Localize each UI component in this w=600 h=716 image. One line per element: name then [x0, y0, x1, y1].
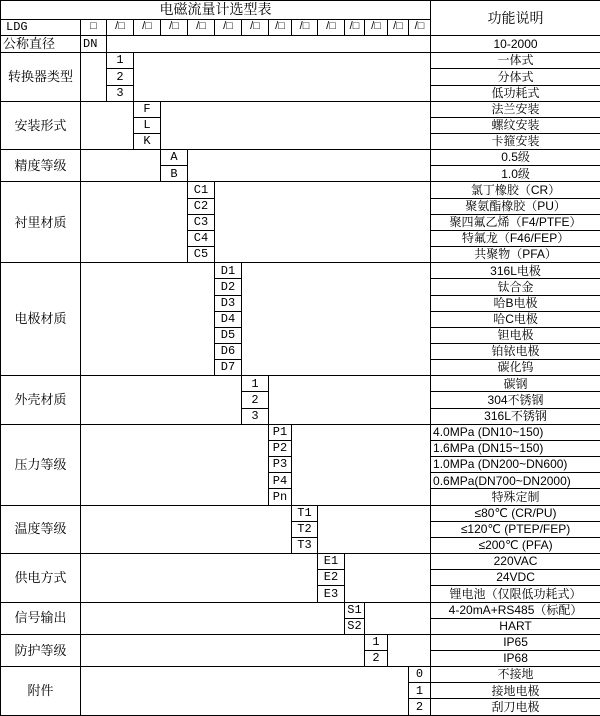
group-label-signal-output: 信号输出: [1, 602, 81, 634]
group-label-installation-type: 安装形式: [1, 101, 81, 149]
option-code: 3: [242, 408, 269, 424]
table-row: [1, 182, 600, 198]
spacer-cell: [81, 53, 107, 101]
spacer-cell: [81, 424, 269, 505]
option-desc: 不接地: [431, 667, 600, 683]
table-row: [1, 424, 600, 440]
spacer-cell: [81, 634, 365, 666]
option-fill-slot: /□: [388, 19, 409, 35]
option-code: P4: [269, 473, 292, 489]
option-desc: 聚四氟乙烯（F4/PTFE）: [431, 214, 600, 230]
table-row: [1, 505, 600, 521]
option-fill-slot: /□: [134, 19, 161, 35]
spacer-cell: [215, 182, 431, 263]
spacer-cell: [365, 602, 431, 634]
option-code: 2: [365, 650, 388, 666]
spacer-cell: [269, 376, 431, 424]
option-code: 1: [242, 376, 269, 392]
option-code: D7: [215, 360, 242, 376]
option-desc: 钽电极: [431, 327, 600, 343]
table-row: [1, 667, 600, 683]
option-code: 1: [409, 683, 431, 699]
option-desc: 1.0MPa (DN200~DN600): [431, 457, 600, 473]
spacer-cell: [81, 602, 345, 634]
spacer-cell: [107, 35, 431, 52]
page-title: 电磁流量计选型表: [1, 1, 431, 20]
option-code: P3: [269, 457, 292, 473]
table-row: [1, 35, 600, 52]
option-fill-slot: /□: [292, 19, 318, 35]
option-fill-slot: /□: [188, 19, 215, 35]
spacer-cell: [161, 101, 431, 149]
group-label-power-supply: 供电方式: [1, 554, 81, 602]
option-desc: 特氟龙（F46/FEP）: [431, 230, 600, 246]
group-label-housing-material: 外壳材质: [1, 376, 81, 424]
spacer-cell: [81, 667, 409, 716]
option-fill-slot: /□: [269, 19, 292, 35]
option-desc: 220VAC: [431, 554, 600, 570]
option-desc: 法兰安装: [431, 101, 600, 117]
option-desc: 氯丁橡胶（CR）: [431, 182, 600, 198]
option-code: C5: [188, 247, 215, 263]
option-code: P1: [269, 424, 292, 440]
option-desc: 铂铱电极: [431, 344, 600, 360]
option-fill-slot: /□: [215, 19, 242, 35]
option-desc: 共聚物（PFA）: [431, 247, 600, 263]
table-row: [1, 150, 600, 166]
table-row: [1, 634, 600, 650]
table-row: [1, 554, 600, 570]
group-label-electrode-material: 电极材质: [1, 263, 81, 376]
spacer-cell: [81, 376, 242, 424]
option-code: A: [161, 150, 188, 166]
spacer-cell: [81, 150, 161, 182]
group-label-lining-material: 衬里材质: [1, 182, 81, 263]
function-column-header: 功能说明: [431, 1, 600, 36]
spacer-cell: [318, 505, 431, 553]
ldg-label: LDG: [1, 19, 81, 35]
option-code: D6: [215, 344, 242, 360]
option-code: E3: [318, 586, 345, 602]
option-code: S1: [345, 602, 365, 618]
group-label-pressure-rating: 压力等级: [1, 424, 81, 505]
option-desc: 4.0MPa (DN10~150): [431, 424, 600, 440]
table-row: [1, 263, 600, 279]
option-desc: 低功耗式: [431, 85, 600, 101]
option-code: 1: [107, 53, 134, 69]
option-code: F: [134, 101, 161, 117]
option-desc: 哈C电极: [431, 311, 600, 327]
table-row: [1, 53, 600, 69]
option-code: L: [134, 117, 161, 133]
option-desc: 4-20mA+RS485（标配）: [431, 602, 600, 618]
option-code: P2: [269, 440, 292, 456]
option-desc: ≤120℃ (PTEP/FEP): [431, 521, 600, 537]
option-desc: 卡箍安装: [431, 133, 600, 149]
option-desc: 316L电极: [431, 263, 600, 279]
option-desc: 1.0级: [431, 166, 600, 182]
option-code: B: [161, 166, 188, 182]
option-desc: 钛合金: [431, 279, 600, 295]
option-code: Pn: [269, 489, 292, 505]
option-code: 1: [365, 634, 388, 650]
option-desc: 24VDC: [431, 570, 600, 586]
option-code: DN: [81, 35, 107, 52]
option-desc: 锂电池（仅限低功耗式）: [431, 586, 600, 602]
option-code: D3: [215, 295, 242, 311]
option-desc: 0.5级: [431, 150, 600, 166]
option-desc: 特殊定制: [431, 489, 600, 505]
option-fill-slot: /□: [365, 19, 388, 35]
option-desc: 聚氨酯橡胶（PU）: [431, 198, 600, 214]
option-desc: 接地电极: [431, 683, 600, 699]
option-code: D1: [215, 263, 242, 279]
table-row: [1, 1, 600, 20]
option-desc: HART: [431, 618, 600, 634]
option-desc: IP65: [431, 634, 600, 650]
option-desc: 分体式: [431, 69, 600, 85]
group-label-nominal-diameter: 公称直径: [1, 35, 81, 52]
table-row: [1, 602, 600, 618]
option-fill-slot: /□: [345, 19, 365, 35]
spacer-cell: [81, 505, 292, 553]
option-fill-slot: /□: [318, 19, 345, 35]
spacer-cell: [81, 263, 215, 376]
spacer-cell: [292, 424, 431, 505]
option-desc: 碳钢: [431, 376, 600, 392]
group-label-accessories: 附件: [1, 667, 81, 716]
option-desc: 0.6MPa(DN700~DN2000): [431, 473, 600, 489]
option-code: 2: [409, 699, 431, 716]
option-desc: ≤200℃ (PFA): [431, 537, 600, 553]
spacer-cell: [134, 53, 431, 101]
option-desc: 哈B电极: [431, 295, 600, 311]
option-code: S2: [345, 618, 365, 634]
option-fill-slot: /□: [107, 19, 134, 35]
spacer-cell: [388, 634, 431, 666]
option-code: 2: [107, 69, 134, 85]
table-row: [1, 101, 600, 117]
option-code: T2: [292, 521, 318, 537]
option-desc: 碳化钨: [431, 360, 600, 376]
option-code: T3: [292, 537, 318, 553]
spacer-cell: [81, 101, 134, 149]
option-code: E2: [318, 570, 345, 586]
option-code: 3: [107, 85, 134, 101]
group-label-converter-type: 转换器类型: [1, 53, 81, 101]
option-fill-slot: /□: [161, 19, 188, 35]
option-fill-slot: /□: [242, 19, 269, 35]
spacer-cell: [81, 554, 318, 602]
table-row: [1, 376, 600, 392]
group-label-temperature-rating: 温度等级: [1, 505, 81, 553]
dn-fill-slot: □: [81, 19, 107, 35]
option-desc: 304不锈钢: [431, 392, 600, 408]
option-desc: 316L不锈钢: [431, 408, 600, 424]
option-code: D4: [215, 311, 242, 327]
option-code: C3: [188, 214, 215, 230]
spacer-cell: [188, 150, 431, 182]
option-desc: IP68: [431, 650, 600, 666]
spacer-cell: [242, 263, 431, 376]
option-code: C2: [188, 198, 215, 214]
group-label-protection-class: 防护等级: [1, 634, 81, 666]
option-code: D5: [215, 327, 242, 343]
option-code: D2: [215, 279, 242, 295]
option-code: 2: [242, 392, 269, 408]
option-code: C4: [188, 230, 215, 246]
spacer-cell: [81, 182, 188, 263]
option-code: T1: [292, 505, 318, 521]
option-desc: 1.6MPa (DN15~150): [431, 440, 600, 456]
option-desc: 刮刀电极: [431, 699, 600, 716]
option-desc: ≤80℃ (CR/PU): [431, 505, 600, 521]
option-fill-slot: /□: [409, 19, 431, 35]
option-code: C1: [188, 182, 215, 198]
spacer-cell: [345, 554, 431, 602]
option-desc: 一体式: [431, 53, 600, 69]
option-desc: 螺纹安装: [431, 117, 600, 133]
option-desc: 10-2000: [431, 35, 600, 52]
group-label-accuracy-class: 精度等级: [1, 150, 81, 182]
option-code: E1: [318, 554, 345, 570]
option-code: K: [134, 133, 161, 149]
option-code: 0: [409, 667, 431, 683]
